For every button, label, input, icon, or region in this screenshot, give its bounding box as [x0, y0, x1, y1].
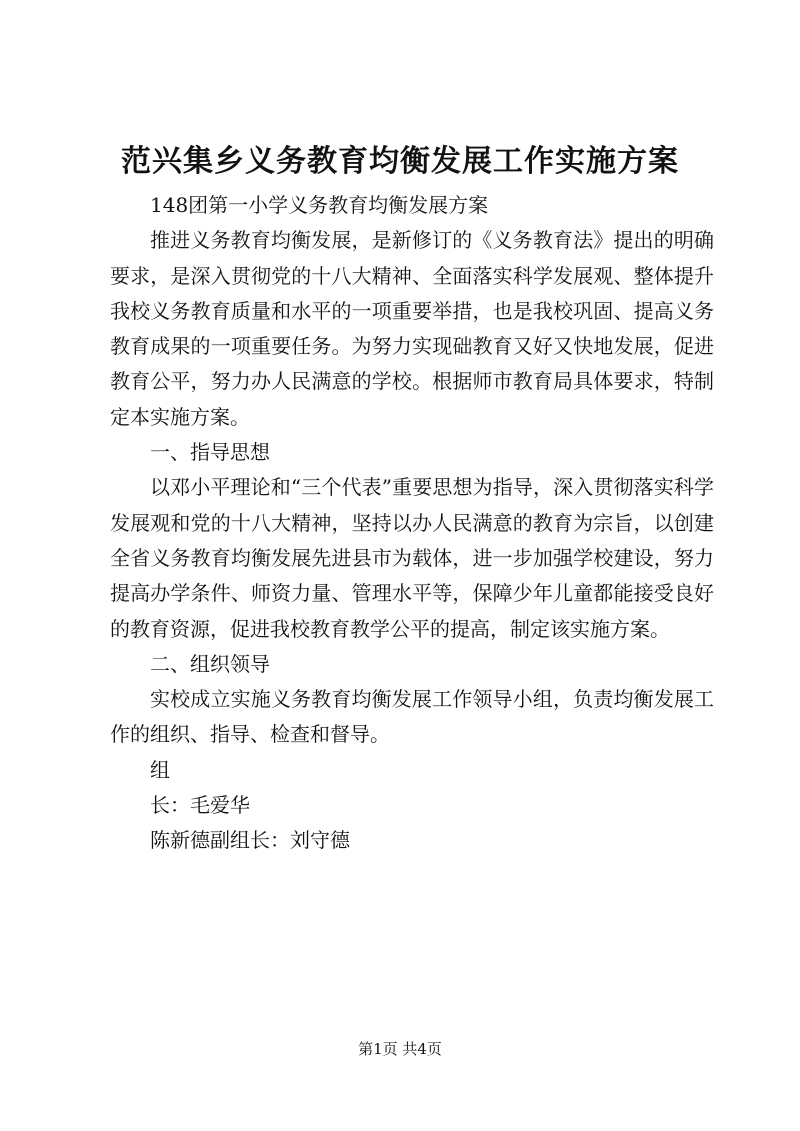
organization-paragraph: 实校成立实施义务教育均衡发展工作领导小组，负责均衡发展工作的组织、指导、检查和督导。 [110, 687, 714, 747]
page-number-footer: 第1页 共4页 [358, 1040, 442, 1058]
team-label-line: 组 [150, 757, 170, 782]
guiding-ideology-paragraph: 以邓小平理论和“三个代表”重要思想为指导，深入贯彻落实科学发展观和党的十八大精神，坚持以办人民满意的教育为宗旨，以创建全省义务教育均衡发展先进县市为载体，进一步加强学校建设，努力提高办学条件、师资力量、管理水平等，保障少年儿童都能接受良好的教育资源，促进我校教育教学公平的提高，制定该实施方案。 [110, 475, 714, 641]
deputy-leader-line: 陈新德副组长：刘守德 [150, 828, 350, 853]
section-heading-guiding-ideology: 一、指导思想 [150, 440, 270, 465]
subtitle-paragraph: 148团第一小学义务教育均衡发展方案 [150, 193, 489, 217]
document-title: 范兴集乡义务教育均衡发展工作实施方案 [121, 144, 679, 179]
team-leader-line: 长：毛爱华 [150, 793, 250, 818]
section-heading-organization: 二、组织领导 [150, 651, 270, 676]
intro-paragraph: 推进义务教育均衡发展，是新修订的《义务教育法》提出的明确要求，是深入贯彻党的十八大精神、全面落实科学发展观、整体提升我校义务教育质量和水平的一项重要举措，也是我校巩固、提高义务教育成果的一项重要任务。为努力实现础教育又好又快地发展，促进教育公平，努力办人民满意的学校。根据师市教育局具体要求，特制定本实施方案。 [110, 228, 714, 429]
document-body [110, 188, 714, 859]
